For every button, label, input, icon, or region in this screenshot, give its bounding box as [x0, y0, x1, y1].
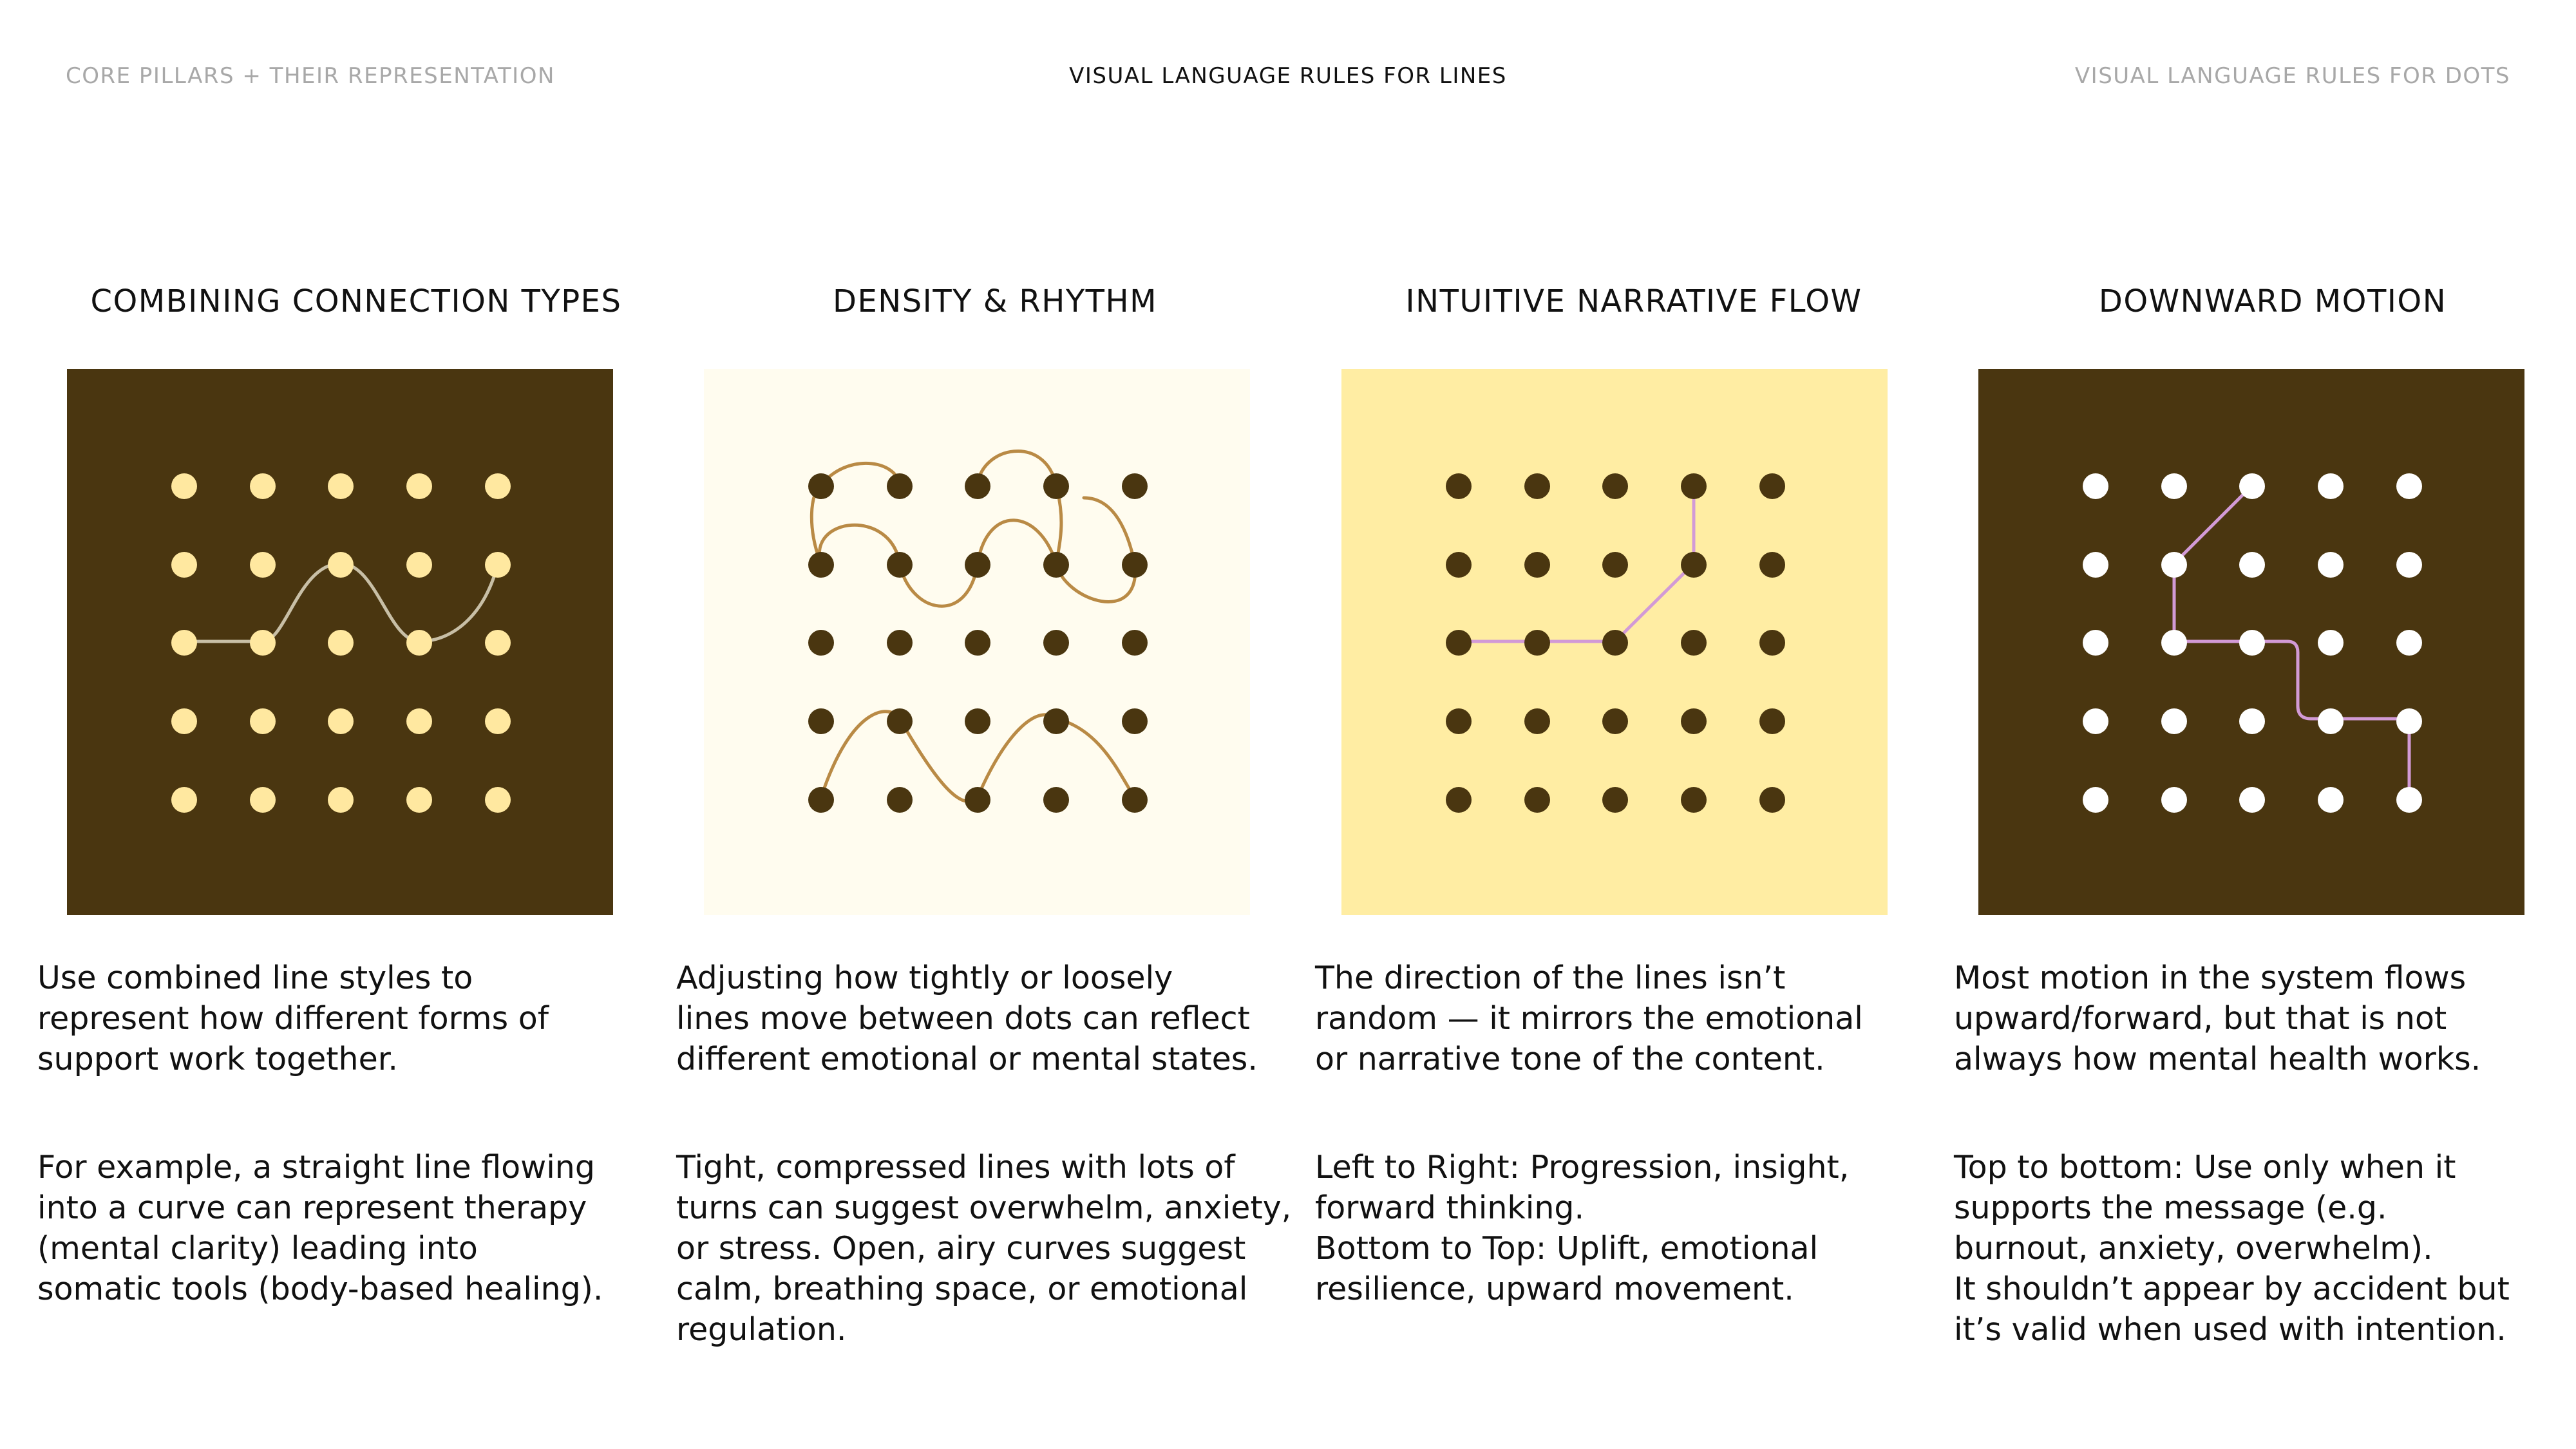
- grid-dot: [1122, 630, 1148, 656]
- grid-dot: [1043, 473, 1069, 499]
- text-line: Adjusting how tightly or loosely: [676, 960, 1173, 996]
- grid-dot: [328, 473, 354, 499]
- text-line: forward thinking.: [1315, 1189, 1585, 1226]
- grid-dot: [1122, 473, 1148, 499]
- section-title: DOWNWARD MOTION: [2098, 283, 2447, 319]
- text-line: lines move between dots can reflect: [676, 1000, 1250, 1037]
- grid-dot: [2318, 630, 2344, 656]
- text-line: Use combined line styles to: [37, 960, 473, 996]
- dot-grid-illustration: [704, 369, 1250, 915]
- grid-dot: [1524, 630, 1550, 656]
- example-paragraph: [1954, 1147, 2576, 1350]
- text-line: For example, a straight line flowing: [37, 1149, 595, 1186]
- text-line: random — it mirrors the emotional: [1315, 1000, 1863, 1037]
- text-line: turns can suggest overwhelm, anxiety,: [676, 1189, 1292, 1226]
- text-line: It shouldn’t appear by accident but: [1954, 1271, 2510, 1307]
- grid-dot: [1043, 630, 1069, 656]
- grid-dot: [485, 473, 511, 499]
- grid-dot: [887, 787, 913, 813]
- text-line: The direction of the lines isn’t: [1315, 960, 1786, 996]
- grid-dot: [250, 473, 276, 499]
- grid-dot: [1602, 708, 1628, 734]
- grid-dot: [2161, 708, 2187, 734]
- text-line: Tight, compressed lines with lots of: [676, 1149, 1235, 1186]
- grid-dot: [1524, 473, 1550, 499]
- grid-dot: [1759, 552, 1785, 578]
- text-line: resilience, upward movement.: [1315, 1271, 1794, 1307]
- grid-dot: [965, 552, 990, 578]
- text-line: regulation.: [676, 1311, 847, 1348]
- text-line: Top to bottom: Use only when it: [1954, 1149, 2456, 1186]
- nav-dots-rules-link[interactable]: VISUAL LANGUAGE RULES FOR DOTS: [2074, 63, 2510, 89]
- description-paragraph: [37, 958, 675, 1079]
- dot-grid-illustration: [1341, 369, 1888, 915]
- grid-dot: [2083, 787, 2108, 813]
- grid-dot: [328, 552, 354, 578]
- example-paragraph: [676, 1147, 1314, 1350]
- grid-dot: [250, 552, 276, 578]
- grid-dot: [965, 787, 990, 813]
- grid-dot: [2396, 473, 2422, 499]
- grid-dot: [1446, 708, 1472, 734]
- text-line: Left to Right: Progression, insight,: [1315, 1149, 1850, 1186]
- grid-dot: [2239, 630, 2265, 656]
- grid-dot: [1122, 787, 1148, 813]
- grid-dot: [1524, 552, 1550, 578]
- grid-dot: [328, 708, 354, 734]
- grid-dot: [2396, 708, 2422, 734]
- grid-dot: [406, 552, 432, 578]
- nav-current-page-title: VISUAL LANGUAGE RULES FOR LINES: [1069, 63, 1507, 89]
- grid-dot: [250, 630, 276, 656]
- grid-dot: [2396, 630, 2422, 656]
- grid-dot: [1446, 473, 1472, 499]
- description-paragraph: [676, 958, 1314, 1079]
- text-line: it’s valid when used with intention.: [1954, 1311, 2506, 1348]
- grid-dot: [406, 630, 432, 656]
- text-line: support work together.: [37, 1041, 398, 1077]
- grid-dot: [485, 787, 511, 813]
- grid-dot: [1759, 630, 1785, 656]
- illustration-panel-combined-lines: [67, 369, 613, 915]
- grid-dot: [1446, 787, 1472, 813]
- grid-dot: [171, 787, 197, 813]
- grid-dot: [250, 787, 276, 813]
- grid-dot: [965, 473, 990, 499]
- grid-dot: [1759, 787, 1785, 813]
- grid-dot: [887, 708, 913, 734]
- illustration-panel-narrative-flow: [1341, 369, 1888, 915]
- grid-dot: [1759, 473, 1785, 499]
- grid-dot: [1043, 787, 1069, 813]
- grid-dot: [171, 473, 197, 499]
- grid-dot: [406, 473, 432, 499]
- grid-dot: [1446, 630, 1472, 656]
- nav-core-pillars-link[interactable]: CORE PILLARS + THEIR REPRESENTATION: [66, 63, 555, 89]
- grid-dot: [2318, 473, 2344, 499]
- text-line: supports the message (e.g.: [1954, 1189, 2387, 1226]
- grid-dot: [485, 552, 511, 578]
- grid-dot: [2239, 473, 2265, 499]
- section-title: COMBINING CONNECTION TYPES: [90, 283, 622, 319]
- grid-dot: [887, 552, 913, 578]
- example-paragraph: [1315, 1147, 1953, 1309]
- section-title: DENSITY & RHYTHM: [833, 283, 1157, 319]
- section-title: INTUITIVE NARRATIVE FLOW: [1405, 283, 1862, 319]
- grid-dot: [2318, 552, 2344, 578]
- grid-dot: [1681, 630, 1707, 656]
- description-paragraph: [1315, 958, 1953, 1079]
- grid-dot: [1122, 708, 1148, 734]
- grid-dot: [328, 630, 354, 656]
- grid-dot: [887, 630, 913, 656]
- text-line: or narrative tone of the content.: [1315, 1041, 1825, 1077]
- grid-dot: [2161, 630, 2187, 656]
- text-line: represent how different forms of: [37, 1000, 549, 1037]
- grid-dot: [1681, 787, 1707, 813]
- grid-dot: [328, 787, 354, 813]
- grid-dot: [2239, 552, 2265, 578]
- text-line: upward/forward, but that is not: [1954, 1000, 2447, 1037]
- grid-dot: [406, 787, 432, 813]
- grid-dot: [2083, 473, 2108, 499]
- grid-dot: [1681, 552, 1707, 578]
- grid-dot: [887, 473, 913, 499]
- grid-dot: [2318, 708, 2344, 734]
- grid-dot: [406, 708, 432, 734]
- text-line: Most motion in the system flows: [1954, 960, 2467, 996]
- grid-dot: [808, 708, 834, 734]
- grid-dot: [808, 552, 834, 578]
- grid-dot: [2083, 630, 2108, 656]
- grid-dot: [965, 708, 990, 734]
- grid-dot: [1602, 552, 1628, 578]
- grid-dot: [1759, 708, 1785, 734]
- grid-dot: [965, 630, 990, 656]
- text-line: or stress. Open, airy curves suggest: [676, 1230, 1246, 1267]
- text-line: somatic tools (body-based healing).: [37, 1271, 603, 1307]
- grid-dot: [485, 708, 511, 734]
- grid-dot: [1524, 708, 1550, 734]
- text-line: always how mental health works.: [1954, 1041, 2481, 1077]
- grid-dot: [171, 630, 197, 656]
- grid-dot: [2161, 473, 2187, 499]
- text-line: burnout, anxiety, overwhelm).: [1954, 1230, 2433, 1267]
- grid-dot: [2318, 787, 2344, 813]
- text-line: (mental clarity) leading into: [37, 1230, 478, 1267]
- example-paragraph: [37, 1147, 675, 1309]
- grid-dot: [2083, 708, 2108, 734]
- grid-dot: [171, 708, 197, 734]
- grid-dot: [171, 552, 197, 578]
- grid-dot: [250, 708, 276, 734]
- grid-dot: [485, 630, 511, 656]
- grid-dot: [2239, 708, 2265, 734]
- grid-dot: [1602, 473, 1628, 499]
- grid-dot: [1043, 552, 1069, 578]
- text-line: into a curve can represent therapy: [37, 1189, 587, 1226]
- grid-dot: [1446, 552, 1472, 578]
- grid-dot: [1681, 708, 1707, 734]
- grid-dot: [2396, 787, 2422, 813]
- grid-dot: [1681, 473, 1707, 499]
- grid-dot: [1524, 787, 1550, 813]
- text-line: Bottom to Top: Uplift, emotional: [1315, 1230, 1819, 1267]
- grid-dot: [1043, 708, 1069, 734]
- grid-dot: [2239, 787, 2265, 813]
- grid-dot: [808, 473, 834, 499]
- text-line: calm, breathing space, or emotional: [676, 1271, 1248, 1307]
- grid-dot: [2161, 787, 2187, 813]
- grid-dot: [808, 787, 834, 813]
- grid-dot: [1602, 787, 1628, 813]
- dot-grid-illustration: [1978, 369, 2524, 915]
- grid-dot: [2161, 552, 2187, 578]
- dot-grid-illustration: [67, 369, 613, 915]
- text-line: different emotional or mental states.: [676, 1041, 1258, 1077]
- grid-dot: [1122, 552, 1148, 578]
- grid-dot: [808, 630, 834, 656]
- grid-dot: [1602, 630, 1628, 656]
- illustration-panel-downward-motion: [1978, 369, 2524, 915]
- description-paragraph: [1954, 958, 2576, 1079]
- grid-dot: [2396, 552, 2422, 578]
- grid-dot: [2083, 552, 2108, 578]
- illustration-panel-density: [704, 369, 1250, 915]
